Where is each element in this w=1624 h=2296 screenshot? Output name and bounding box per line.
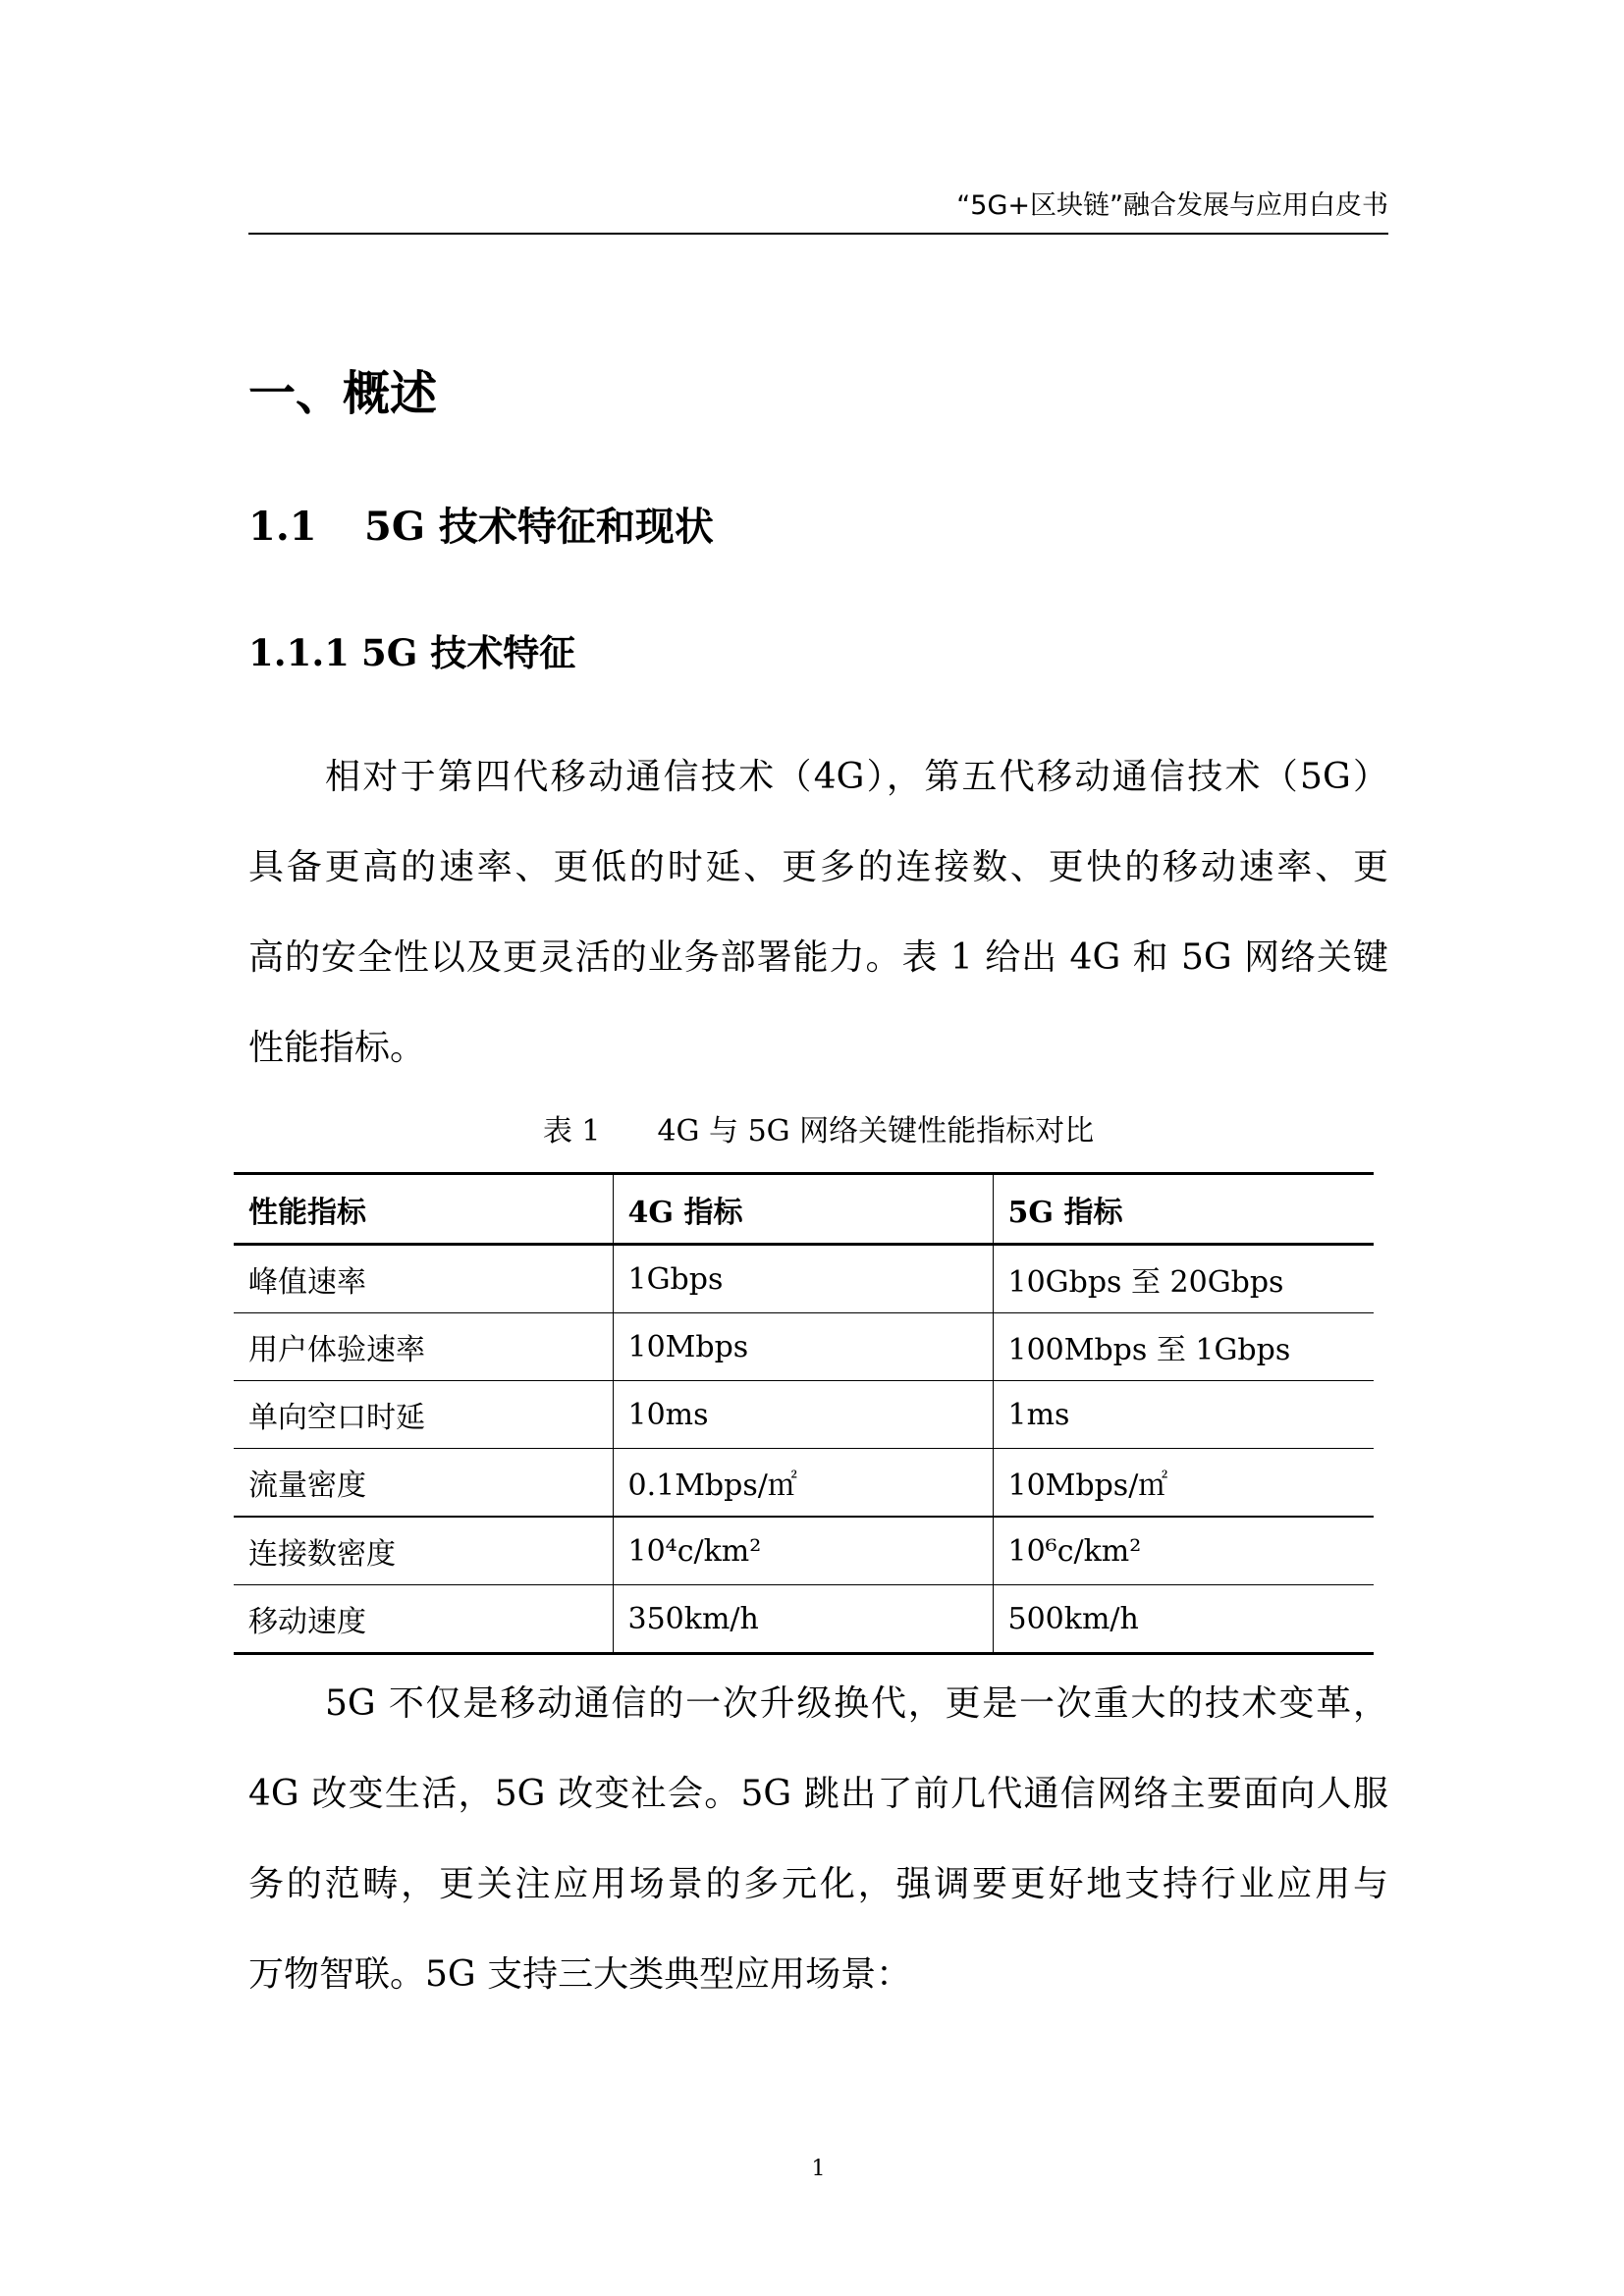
table-cell: 峰值速率 — [234, 1245, 613, 1313]
subsection-title: 5G 技术特征和现状 — [364, 504, 714, 550]
table-cell: 10ms — [613, 1381, 993, 1449]
table-row — [234, 1381, 1374, 1449]
table-row — [234, 1517, 1374, 1585]
table-caption — [248, 1113, 1388, 1150]
header-rule — [248, 233, 1388, 235]
body-paragraph-2 — [248, 1659, 1388, 2020]
table-row — [234, 1313, 1374, 1381]
table-cell: 0.1Mbps/㎡ — [613, 1449, 993, 1518]
body-paragraph-1 — [248, 732, 1388, 1094]
column-header: 5G 指标 — [993, 1174, 1374, 1245]
table-cell: 10⁴c/km² — [613, 1517, 993, 1585]
column-header: 性能指标 — [234, 1174, 613, 1245]
table-cell: 10Gbps 至 20Gbps — [993, 1245, 1374, 1313]
paragraph-line: 高的安全性以及更灵活的业务部署能力。表 1 给出 4G 和 5G 网络关键 — [248, 937, 1388, 978]
paragraph-line: 万物智联。5G 支持三大类典型应用场景： — [248, 1954, 912, 1995]
table-cell: 1Gbps — [613, 1245, 993, 1313]
table-row — [234, 1585, 1374, 1654]
table-cell: 500km/h — [993, 1585, 1374, 1654]
table-cell: 移动速度 — [234, 1585, 613, 1654]
table-row — [234, 1245, 1374, 1313]
table-caption-title: 4G 与 5G 网络关键性能指标对比 — [657, 1114, 1095, 1148]
paragraph-line: 性能指标。 — [248, 1028, 426, 1068]
column-header: 4G 指标 — [613, 1174, 993, 1245]
paragraph-line: 务的范畴，更关注应用场景的多元化，强调要更好地支持行业应用与 — [248, 1864, 1388, 1904]
table-cell: 10Mbps/㎡ — [993, 1449, 1374, 1518]
table-cell: 100Mbps 至 1Gbps — [993, 1313, 1374, 1381]
subsubsection-title: 5G 技术特征 — [361, 631, 576, 674]
table-cell: 用户体验速率 — [234, 1313, 613, 1381]
table-cell: 单向空口时延 — [234, 1381, 613, 1449]
section-heading: 一、概述 — [248, 366, 438, 421]
table-row — [234, 1449, 1374, 1518]
paragraph-line: 具备更高的速率、更低的时延、更多的连接数、更快的移动速率、更 — [248, 847, 1388, 887]
kpi-comparison-table — [234, 1172, 1374, 1655]
subsection-number: 1.1 — [248, 504, 317, 550]
table-cell: 350km/h — [613, 1585, 993, 1654]
table-cell: 10⁶c/km² — [993, 1517, 1374, 1585]
subsubsection-number: 1.1.1 — [248, 631, 350, 674]
table-cell: 1ms — [993, 1381, 1374, 1449]
table-cell: 流量密度 — [234, 1449, 613, 1518]
table-cell: 10Mbps — [613, 1313, 993, 1381]
page-number: 1 — [811, 2157, 826, 2181]
paragraph-line: 5G 不仅是移动通信的一次升级换代，更是一次重大的技术变革， — [325, 1683, 1388, 1724]
running-header-title: “5G+区块链”融合发展与应用白皮书 — [956, 190, 1388, 221]
table-caption-label: 表 1 — [542, 1114, 601, 1148]
table-header-row — [234, 1174, 1374, 1245]
paragraph-line: 4G 改变生活，5G 改变社会。5G 跳出了前几代通信网络主要面向人服 — [248, 1774, 1388, 1814]
table-cell: 连接数密度 — [234, 1517, 613, 1585]
paragraph-line: 相对于第四代移动通信技术（4G），第五代移动通信技术（5G） — [325, 757, 1388, 797]
